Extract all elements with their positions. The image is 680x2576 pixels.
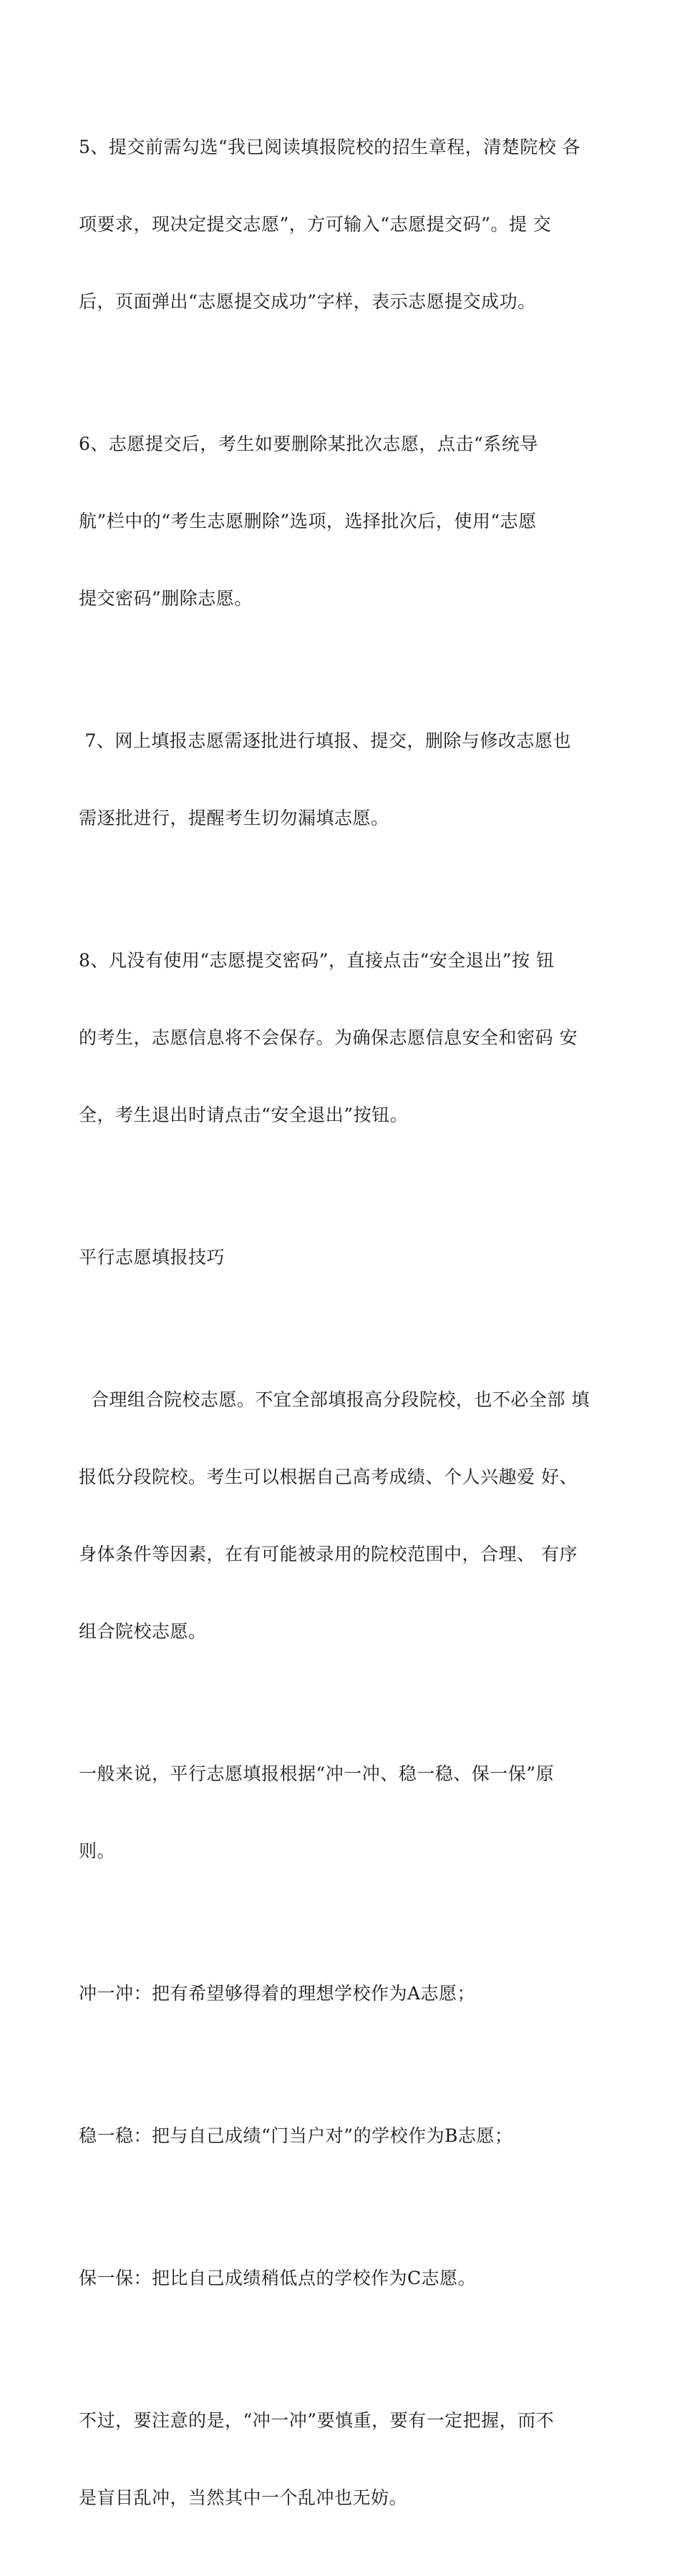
text-line: 的考生，志愿信息将不会保存。为确保志愿信息安全和密码 安 bbox=[79, 1027, 578, 1048]
paragraph-wen bbox=[79, 2072, 605, 2200]
text-line: 不过，要注意的是，“冲一冲”要慎重，要有一定把握，而不 bbox=[79, 2410, 555, 2431]
text-line: 全，考生退出时请点击“安全退出”按钮。 bbox=[79, 1105, 409, 1125]
heading-text: 平行志愿填报技巧 bbox=[79, 1247, 225, 1268]
text-line: 项要求，现决定提交志愿”，方可输入“志愿提交码”。提 交 bbox=[79, 214, 552, 235]
text-line: 5、提交前需勾选“我已阅读填报院校的招生章程，清楚院校 各 bbox=[79, 137, 581, 157]
text-line: 报低分段院校。考生可以根据自己高考成绩、个人兴趣爱 好、 bbox=[79, 1466, 578, 1487]
text-line: 合理组合院校志愿。不宜全部填报高分段院校，也不必全部 填 bbox=[79, 1389, 590, 1410]
text-line: 稳一稳：把与自己成绩“门当户对”的学校作为B志愿； bbox=[79, 2125, 513, 2146]
text-line: 则。 bbox=[79, 1841, 116, 1861]
document-body bbox=[79, 83, 605, 2576]
paragraph-item-8 bbox=[79, 896, 605, 1180]
text-line: 后，页面弹出“志愿提交成功”字样，表示志愿提交成功。 bbox=[79, 291, 536, 312]
paragraph-bao bbox=[79, 2214, 605, 2343]
paragraph-principle bbox=[79, 1710, 605, 1916]
text-line: 身体条件等因素，在有可能被录用的院校范围中，合理、 有序 bbox=[79, 1544, 578, 1564]
text-line: 提交密码”删除志愿。 bbox=[79, 588, 253, 609]
text-line: 航”栏中的“考生志愿删除”选项，选择批次后，使用“志愿 bbox=[79, 511, 537, 532]
text-line: 需逐批进行，提醒考生切勿漏填志愿。 bbox=[79, 808, 389, 828]
paragraph-item-6 bbox=[79, 380, 605, 663]
text-line: 冲一冲：把有希望够得着的理想学校作为A志愿； bbox=[79, 1983, 476, 2004]
text-line: 8、凡没有使用“志愿提交密码”，直接点击“安全退出”按 钮 bbox=[79, 950, 555, 971]
section-heading bbox=[79, 1193, 605, 1322]
text-line: 6、志愿提交后，考生如要删除某批次志愿，点击“系统导 bbox=[79, 434, 538, 454]
text-line: 组合院校志愿。 bbox=[79, 1621, 207, 1642]
paragraph-combine bbox=[79, 1336, 605, 1696]
text-line: 一般来说，平行志愿填报根据“冲一冲、稳一稳、保一保”原 bbox=[79, 1763, 555, 1784]
paragraph-note bbox=[79, 2356, 605, 2562]
text-line: 7、网上填报志愿需逐批进行填报、提交，删除与修改志愿也 bbox=[79, 730, 571, 751]
paragraph-chong bbox=[79, 1929, 605, 2058]
paragraph-item-5 bbox=[79, 83, 605, 366]
paragraph-item-7 bbox=[79, 677, 605, 883]
text-line: 保一保：把比自己成绩稍低点的学校作为C志愿。 bbox=[79, 2268, 477, 2288]
text-line: 是盲目乱冲，当然其中一个乱冲也无妨。 bbox=[79, 2487, 408, 2508]
